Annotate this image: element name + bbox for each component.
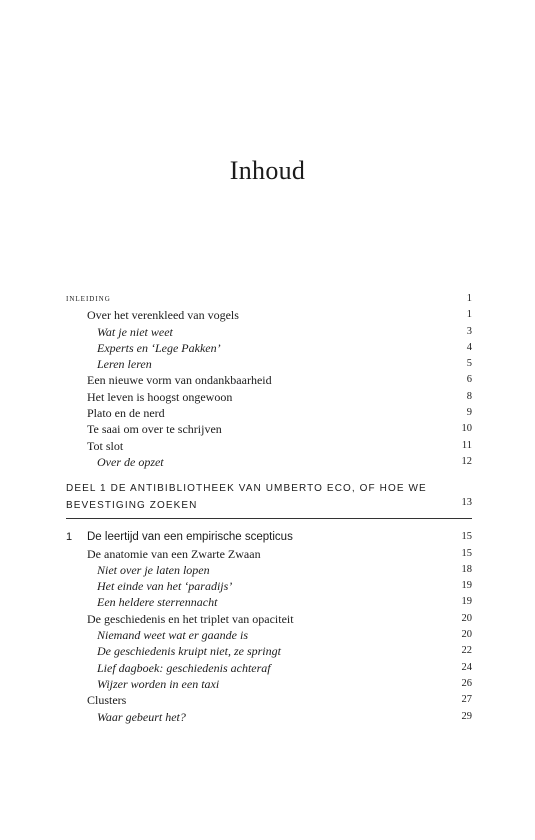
toc-page-number: 5 xyxy=(466,358,472,370)
toc-page-number: 20 xyxy=(461,612,472,624)
toc-entry-text: Lief dagboek: geschiedenis achteraf xyxy=(97,660,271,675)
toc-entry-text: Het leven is hoogst ongewoon xyxy=(87,389,233,404)
toc-entry xyxy=(66,611,472,627)
toc-page-number: 13 xyxy=(461,497,472,509)
toc-entry xyxy=(66,709,472,725)
toc-entry-text: Over het verenkleed van vogels xyxy=(87,308,239,323)
toc-entry-text: De geschiedenis en het triplet van opaciteit xyxy=(87,611,294,626)
toc-page-number: 1 xyxy=(466,309,472,321)
toc-entry-text: Waar gebeurt het? xyxy=(97,709,186,724)
toc-entry-text: Het einde van het ‘paradijs’ xyxy=(97,579,233,594)
toc-page-number: 27 xyxy=(461,694,472,706)
toc-page-number: 22 xyxy=(461,645,472,657)
toc-entry-text: De geschiedenis kruipt niet, ze springt xyxy=(97,644,281,659)
toc-page-number: 18 xyxy=(461,563,472,575)
toc-page-number: 4 xyxy=(466,341,472,353)
table-of-contents xyxy=(66,291,472,725)
toc-entry xyxy=(66,692,472,708)
part-title-line-1: DEEL 1 DE ANTIBIBLIOTHEEK VAN UMBERTO ECO, OF HOE WE xyxy=(66,483,427,495)
toc-entry-text: Tot slot xyxy=(87,438,124,453)
toc-page-number: 11 xyxy=(461,439,472,451)
toc-page-number: 19 xyxy=(461,580,472,592)
toc-entry-text: Plato en de nerd xyxy=(87,406,165,421)
toc-page-number: 12 xyxy=(461,455,472,467)
part-title-line-2: BEVESTIGING ZOEKEN xyxy=(66,500,198,512)
toc-entry xyxy=(66,405,472,421)
toc-page-number: 15 xyxy=(461,547,472,559)
toc-entry xyxy=(66,594,472,610)
toc-entry xyxy=(66,676,472,692)
toc-entry-text: Leren leren xyxy=(97,357,152,372)
toc-entry-text: Niet over je laten lopen xyxy=(97,562,210,577)
chapter-entries xyxy=(66,546,472,725)
toc-page-number: 26 xyxy=(461,677,472,689)
chapter-number: 1 xyxy=(66,531,73,544)
toc-chapter-heading xyxy=(66,529,472,545)
toc-entry-text: Een nieuwe vorm van ondankbaarheid xyxy=(87,373,272,388)
toc-page-number: 15 xyxy=(461,531,472,543)
toc-entry xyxy=(66,643,472,659)
intro-entries xyxy=(66,307,472,470)
toc-page-number: 19 xyxy=(461,596,472,608)
toc-entry-text: De leertijd van een empirische scepticus xyxy=(87,531,293,544)
toc-entry xyxy=(66,562,472,578)
toc-page-number: 9 xyxy=(466,407,472,419)
toc-entry-text: Experts en ‘Lege Pakken’ xyxy=(97,340,221,355)
toc-entry xyxy=(66,372,472,388)
toc-page-number: 3 xyxy=(466,325,472,337)
toc-entry xyxy=(66,438,472,454)
toc-entry xyxy=(66,389,472,405)
toc-entry-text: inleiding xyxy=(66,293,111,304)
part-divider xyxy=(66,518,472,519)
page-title: Inhoud xyxy=(229,156,306,185)
toc-entry xyxy=(66,324,472,340)
toc-entry-text: Wat je niet weet xyxy=(97,324,173,339)
toc-entry-text: Niemand weet wat er gaande is xyxy=(97,628,248,643)
toc-page-number: 20 xyxy=(461,629,472,641)
toc-entry-text: De anatomie van een Zwarte Zwaan xyxy=(87,546,261,561)
toc-page-number: 29 xyxy=(461,710,472,722)
toc-entry xyxy=(66,546,472,562)
toc-entry-text: Clusters xyxy=(87,693,127,708)
toc-page-number: 6 xyxy=(466,374,472,386)
toc-entry xyxy=(66,660,472,676)
part-heading xyxy=(66,480,472,514)
toc-entry xyxy=(66,578,472,594)
toc-entry-text: Over de opzet xyxy=(97,454,164,469)
toc-entry xyxy=(66,340,472,356)
toc-page-number: 8 xyxy=(466,390,472,402)
toc-entry xyxy=(66,421,472,437)
toc-entry xyxy=(66,307,472,323)
toc-entry xyxy=(66,454,472,470)
toc-page-number: 1 xyxy=(466,293,472,304)
toc-intro-heading xyxy=(66,291,472,307)
toc-entry-text: Te saai om over te schrijven xyxy=(87,422,222,437)
toc-entry-text: Wijzer worden in een taxi xyxy=(97,676,220,691)
toc-entry xyxy=(66,356,472,372)
toc-page-number: 24 xyxy=(461,661,472,673)
toc-entry-text: Een heldere sterrennacht xyxy=(97,595,218,610)
toc-entry xyxy=(66,627,472,643)
toc-page-number: 10 xyxy=(461,423,472,435)
